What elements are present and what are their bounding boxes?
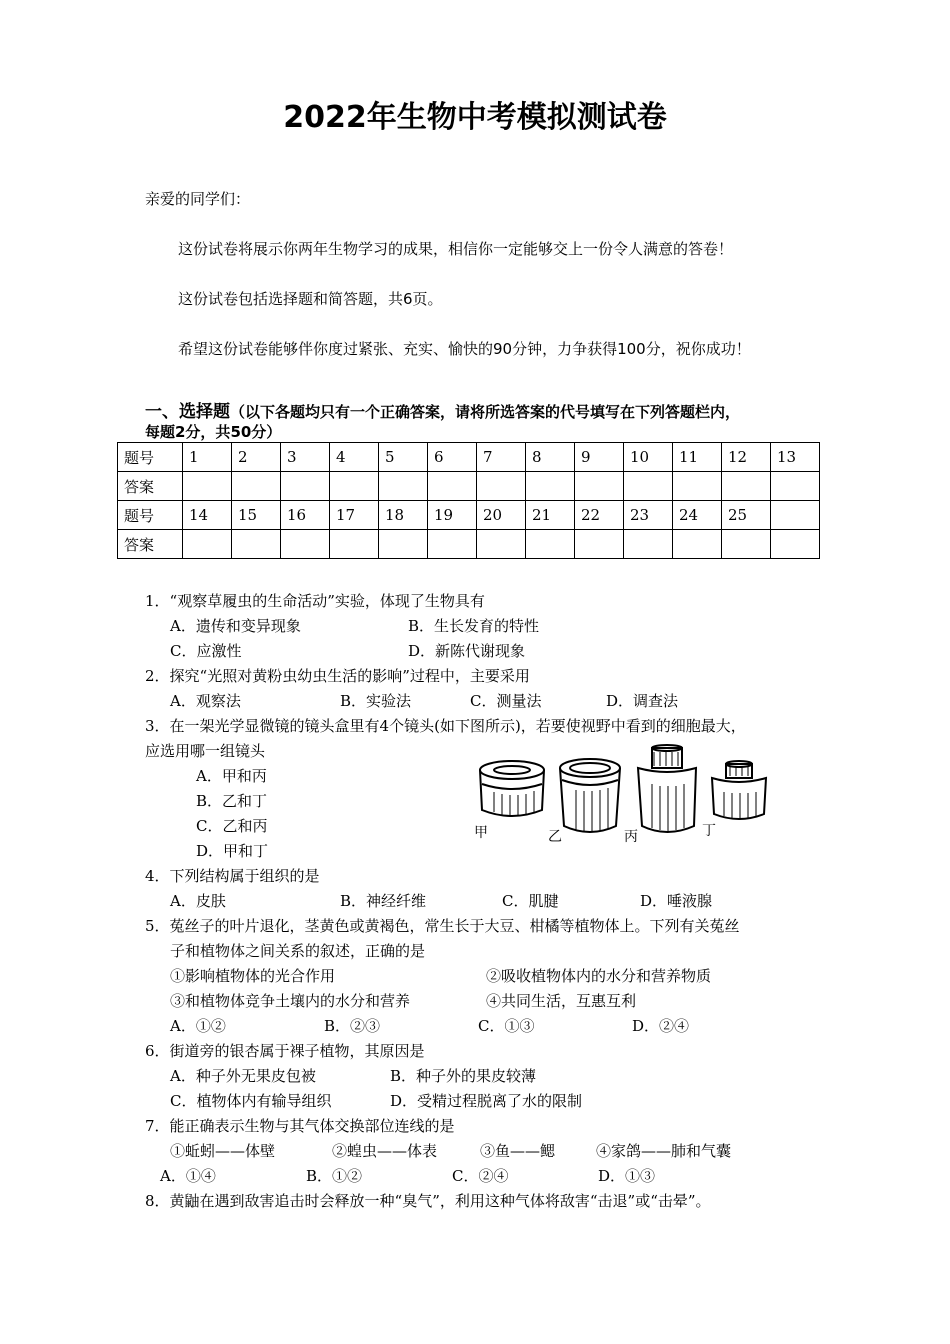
intro-line-3: 希望这份试卷能够伴你度过紧张、充实、愉快的90分钟，力争获得100分，祝你成功！ bbox=[178, 340, 751, 358]
answer-cell[interactable] bbox=[673, 530, 722, 559]
answer-cell[interactable] bbox=[281, 472, 330, 501]
q6-option-a: A．种子外无果皮包被 bbox=[170, 1067, 316, 1085]
question-number: 4 bbox=[330, 443, 379, 472]
question-number: 9 bbox=[575, 443, 624, 472]
lens-label-yi: 乙 bbox=[548, 829, 562, 845]
question-number: 7 bbox=[477, 443, 526, 472]
answer-cell[interactable] bbox=[330, 530, 379, 559]
q5-statement-2: ②吸收植物体内的水分和营养物质 bbox=[486, 967, 712, 985]
q3-stem-2: 应选用哪一组镜头 bbox=[145, 742, 266, 760]
q6-option-b: B．种子外的果皮较薄 bbox=[390, 1067, 537, 1085]
answer-cell[interactable] bbox=[771, 472, 820, 501]
q8-stem: 8．黄鼬在遇到敌害追击时会释放一种“臭气”，利用这种气体将敌害“击退”或“击晕”。 bbox=[145, 1192, 711, 1210]
question-number: 22 bbox=[575, 501, 624, 530]
lens-illustration bbox=[472, 744, 770, 842]
answer-cell[interactable] bbox=[673, 472, 722, 501]
row-label: 答案 bbox=[118, 530, 183, 559]
q2-stem: 2．探究“光照对黄粉虫幼虫生活的影响”过程中，主要采用 bbox=[145, 667, 530, 685]
q5-stem: 5．菟丝子的叶片退化，茎黄色或黄褐色，常生长于大豆、柑橘等植物体上。下列有关菟丝 bbox=[145, 917, 740, 935]
q6-option-d: D．受精过程脱离了水的限制 bbox=[390, 1092, 583, 1110]
section-note: （以下各题均只有一个正确答案，请将所选答案的代号填写在下列答题栏内， bbox=[230, 403, 741, 421]
q4-option-d: D．唾液腺 bbox=[640, 892, 713, 910]
q2-option-b: B．实验法 bbox=[340, 692, 412, 710]
question-number: 11 bbox=[673, 443, 722, 472]
answer-cell[interactable] bbox=[428, 472, 477, 501]
q5-statement-3: ③和植物体竞争土壤内的水分和营养 bbox=[170, 992, 411, 1010]
q3-option-d: D．甲和丁 bbox=[196, 842, 269, 860]
row-label: 题号 bbox=[118, 501, 183, 530]
q3-option-c: C．乙和丙 bbox=[196, 817, 268, 835]
answer-cell[interactable] bbox=[183, 472, 232, 501]
table-row bbox=[118, 443, 820, 472]
question-number: 1 bbox=[183, 443, 232, 472]
question-number: 24 bbox=[673, 501, 722, 530]
row-label: 答案 bbox=[118, 472, 183, 501]
question-number: 23 bbox=[624, 501, 673, 530]
intro-line-1: 这份试卷将展示你两年生物学习的成果，相信你一定能够交上一份令人满意的答卷！ bbox=[178, 240, 734, 258]
lens-label-ding: 丁 bbox=[702, 823, 716, 839]
section-title: 一、选择题 bbox=[145, 402, 230, 422]
question-number: 19 bbox=[428, 501, 477, 530]
q3-option-a: A．甲和丙 bbox=[196, 767, 267, 785]
q7-option-c: C．②④ bbox=[452, 1167, 509, 1185]
answer-cell[interactable] bbox=[477, 472, 526, 501]
table-row bbox=[118, 501, 820, 530]
q7-statement-2: ②蝗虫——体表 bbox=[332, 1142, 438, 1160]
answer-cell[interactable] bbox=[624, 530, 673, 559]
q3-option-b: B．乙和丁 bbox=[196, 792, 268, 810]
q4-option-a: A．皮肤 bbox=[170, 892, 226, 910]
q5-option-d: D．②④ bbox=[632, 1017, 690, 1035]
table-row bbox=[118, 472, 820, 501]
answer-cell[interactable] bbox=[379, 530, 428, 559]
answer-cell[interactable] bbox=[379, 472, 428, 501]
q7-statement-3: ③鱼——鳃 bbox=[480, 1142, 556, 1160]
question-number: 17 bbox=[330, 501, 379, 530]
q5-option-c: C．①③ bbox=[478, 1017, 535, 1035]
question-number: 25 bbox=[722, 501, 771, 530]
section-note-2: 每题2分，共50分） bbox=[145, 423, 282, 441]
q5-statement-1: ①影响植物体的光合作用 bbox=[170, 967, 336, 985]
answer-cell[interactable] bbox=[526, 530, 575, 559]
answer-cell[interactable] bbox=[477, 530, 526, 559]
question-number: 6 bbox=[428, 443, 477, 472]
q2-option-a: A．观察法 bbox=[170, 692, 241, 710]
question-number: 16 bbox=[281, 501, 330, 530]
answer-cell[interactable] bbox=[575, 472, 624, 501]
question-number: 5 bbox=[379, 443, 428, 472]
question-number: 13 bbox=[771, 443, 820, 472]
q4-option-c: C．肌腱 bbox=[502, 892, 559, 910]
table-row bbox=[118, 530, 820, 559]
answer-cell[interactable] bbox=[526, 472, 575, 501]
q7-stem: 7．能正确表示生物与其气体交换部位连线的是 bbox=[145, 1117, 455, 1135]
q7-option-a: A．①④ bbox=[160, 1167, 216, 1185]
answer-cell[interactable] bbox=[771, 530, 820, 559]
q1-option-b: B．生长发育的特性 bbox=[408, 617, 540, 635]
q1-option-d: D．新陈代谢现象 bbox=[408, 642, 526, 660]
q7-statement-4: ④家鸽——肺和气囊 bbox=[596, 1142, 732, 1160]
section-heading bbox=[145, 397, 740, 422]
q5-stem-2: 子和植物体之间关系的叙述，正确的是 bbox=[170, 942, 426, 960]
lens-diagram bbox=[472, 744, 770, 845]
question-number: 2 bbox=[232, 443, 281, 472]
q1-stem: 1．“观察草履虫的生命活动”实验，体现了生物具有 bbox=[145, 592, 485, 610]
answer-cell[interactable] bbox=[722, 530, 771, 559]
question-number: 12 bbox=[722, 443, 771, 472]
answer-cell[interactable] bbox=[722, 472, 771, 501]
q6-stem: 6．街道旁的银杏属于裸子植物，其原因是 bbox=[145, 1042, 425, 1060]
question-number: 18 bbox=[379, 501, 428, 530]
greeting: 亲爱的同学们： bbox=[145, 190, 251, 208]
q7-option-d: D．①③ bbox=[598, 1167, 656, 1185]
q6-option-c: C．植物体内有输导组织 bbox=[170, 1092, 332, 1110]
question-number: 14 bbox=[183, 501, 232, 530]
lens-label-bing: 丙 bbox=[624, 829, 638, 845]
q4-stem: 4．下列结构属于组织的是 bbox=[145, 867, 320, 885]
lens-label-jia: 甲 bbox=[474, 825, 488, 841]
answer-cell[interactable] bbox=[232, 472, 281, 501]
answer-cell[interactable] bbox=[281, 530, 330, 559]
q2-option-c: C．测量法 bbox=[470, 692, 542, 710]
question-number bbox=[771, 501, 820, 530]
q5-statement-4: ④共同生活，互惠互利 bbox=[486, 992, 637, 1010]
q7-option-b: B．①② bbox=[306, 1167, 363, 1185]
answer-cell[interactable] bbox=[183, 530, 232, 559]
page-title: 2022年生物中考模拟测试卷 bbox=[283, 100, 667, 135]
question-number: 20 bbox=[477, 501, 526, 530]
q7-statement-1: ①蚯蚓——体壁 bbox=[170, 1142, 276, 1160]
q1-option-a: A．遗传和变异现象 bbox=[170, 617, 301, 635]
q1-option-c: C．应激性 bbox=[170, 642, 242, 660]
question-number: 21 bbox=[526, 501, 575, 530]
intro-line-2: 这份试卷包括选择题和简答题，共6页。 bbox=[178, 290, 443, 308]
q4-option-b: B．神经纤维 bbox=[340, 892, 427, 910]
q5-option-a: A．①② bbox=[170, 1017, 226, 1035]
question-number: 3 bbox=[281, 443, 330, 472]
answer-table bbox=[117, 442, 820, 559]
row-label: 题号 bbox=[118, 443, 183, 472]
question-number: 10 bbox=[624, 443, 673, 472]
question-number: 8 bbox=[526, 443, 575, 472]
answer-cell[interactable] bbox=[330, 472, 379, 501]
answer-cell[interactable] bbox=[232, 530, 281, 559]
answer-cell[interactable] bbox=[428, 530, 477, 559]
q2-option-d: D．调查法 bbox=[606, 692, 679, 710]
q3-stem: 3．在一架光学显微镜的镜头盒里有4个镜头(如下图所示)，若要使视野中看到的细胞最大， bbox=[145, 717, 746, 735]
question-number: 15 bbox=[232, 501, 281, 530]
answer-cell[interactable] bbox=[575, 530, 624, 559]
answer-cell[interactable] bbox=[624, 472, 673, 501]
q5-option-b: B．②③ bbox=[324, 1017, 381, 1035]
